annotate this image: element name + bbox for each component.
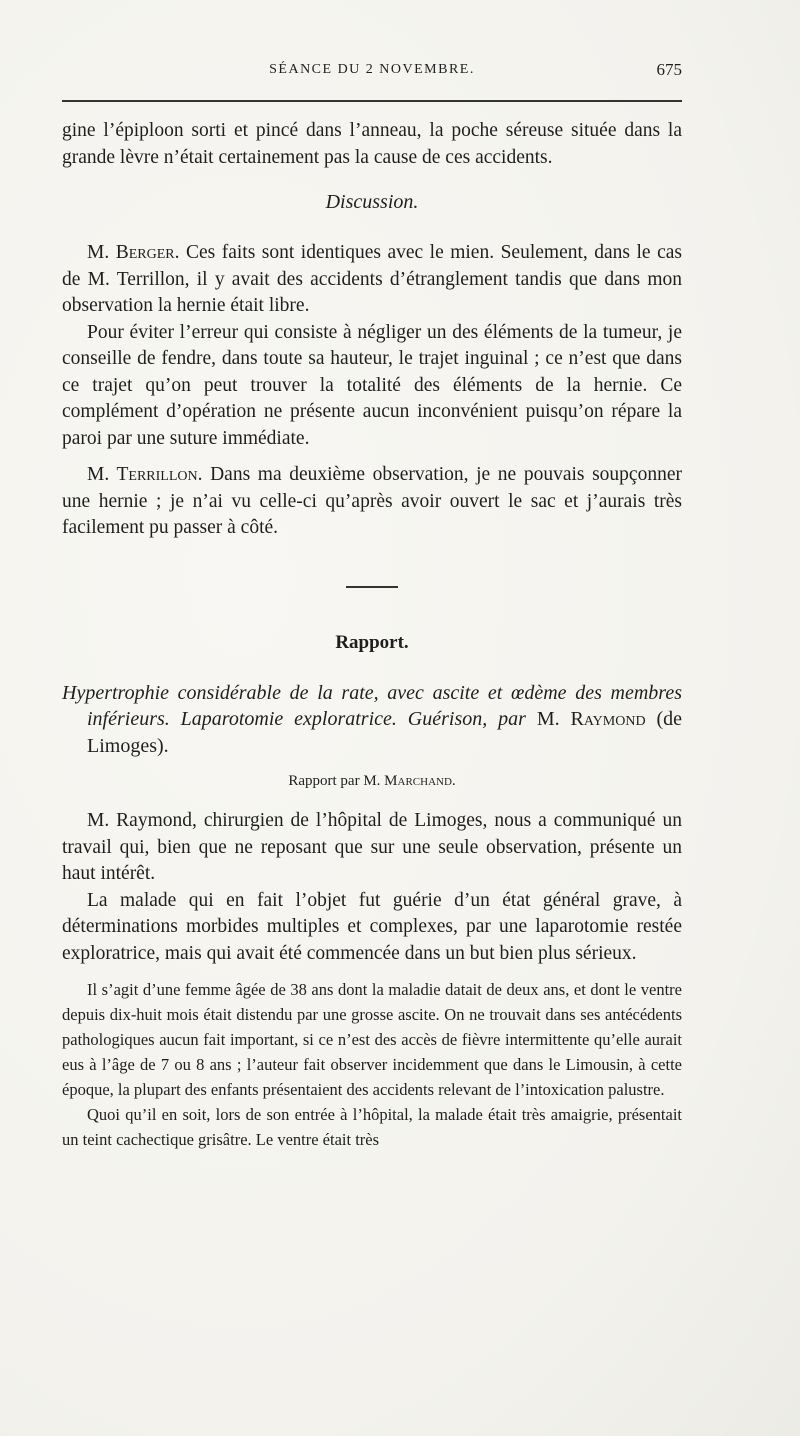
paragraph-observation: Il s’agit d’une femme âgée de 38 ans dont la maladie datait de deux ans, et dont le ventre depuis dix-huit mois était distendu par une grosse ascite. On ne trouvait dans ses antécédents pathologiques aucun fait important, si ce n’est des accès de fièvre intermittente qu’elle aurait eus à l’âge de 7 ou 8 ans ; l’auteur fait observer incidemment que dans le Limousin, à cette époque, la plupart des enfants présentaient des accidents relevant de l’intoxication palustre.	[62, 980, 682, 1099]
paragraph-berger	[62, 240, 682, 320]
terrillon-text: Dans ma deuxième observation, je ne pouvais soupçonner une hernie ; je n’ai vu celle-ci qu’après avoir ouvert le sac et j’aurais très facilement pu passer à côté.	[62, 464, 682, 538]
discussion-heading: Discussion.	[325, 191, 419, 213]
reporter-line	[62, 773, 682, 790]
paragraph-terrillon	[62, 462, 682, 542]
article-title	[62, 680, 682, 760]
reporter-prefix: Rapport par M.	[288, 773, 385, 789]
section-separator	[346, 586, 398, 588]
speaker-berger: M. Berger.	[87, 242, 180, 263]
article-title-text: Hypertrophie considérable de la rate, avec ascite et œdème des membres inférieurs. Laparotomie exploratrice. Guérison, par	[62, 681, 682, 730]
running-title: SÉANCE DU 2 NOVEMBRE.	[269, 62, 475, 77]
spacer	[62, 452, 682, 462]
paragraph-continued: gine l’épiploon sorti et pincé dans l’anneau, la poche séreuse située dans la grande lèvre n’était certainement pas la cause de ces accidents.	[62, 120, 682, 168]
page-number: 675	[656, 60, 682, 79]
speaker-terrillon: M. Terrillon.	[87, 464, 203, 485]
author-prefix: M.	[525, 708, 571, 730]
paragraph-quoi: Quoi qu’il en soit, lors de son entrée à l’hôpital, la malade était très amaigrie, présentait un teint cachectique grisâtre. Le ventre était très	[62, 1105, 682, 1149]
berger-text: Ces faits sont identiques avec le mien. Seulement, dans le cas de M. Terrillon, il y avait des accidents d’étranglement tandis que dans mon observation la hernie était libre.	[62, 242, 682, 316]
spacer	[62, 967, 682, 977]
author-suffix: (de Limoges).	[87, 708, 682, 757]
paragraph-raymond: M. Raymond, chirurgien de l’hôpital de Limoges, nous a communiqué un travail qui, bien que ne reposant que sur une seule observation, présente un haut intérêt.	[62, 810, 682, 884]
author-name: Raymond	[570, 708, 646, 730]
paragraph-malade: La malade qui en fait l’objet fut guérie d’un état général grave, à déterminations morbides multiples et complexes, par une laparotomie restée exploratrice, mais qui avait été commencée dans un but bien plus sérieux.	[62, 889, 682, 964]
page-body	[62, 118, 682, 1152]
reporter-name: Marchand.	[384, 773, 456, 789]
paragraph-conseil: Pour éviter l’erreur qui consiste à négliger un des éléments de la tumeur, je conseille de fendre, dans toute sa hauteur, le trajet inguinal ; ce n’est que dans ce trajet qu’on peut trouver la totalité des éléments de la hernie. Ce complément d’opération ne présente aucun inconvénient puisqu’on répare la paroi par une suture immédiate.	[62, 321, 682, 449]
header-rule	[62, 100, 682, 102]
rapport-heading: Rapport.	[335, 631, 409, 653]
